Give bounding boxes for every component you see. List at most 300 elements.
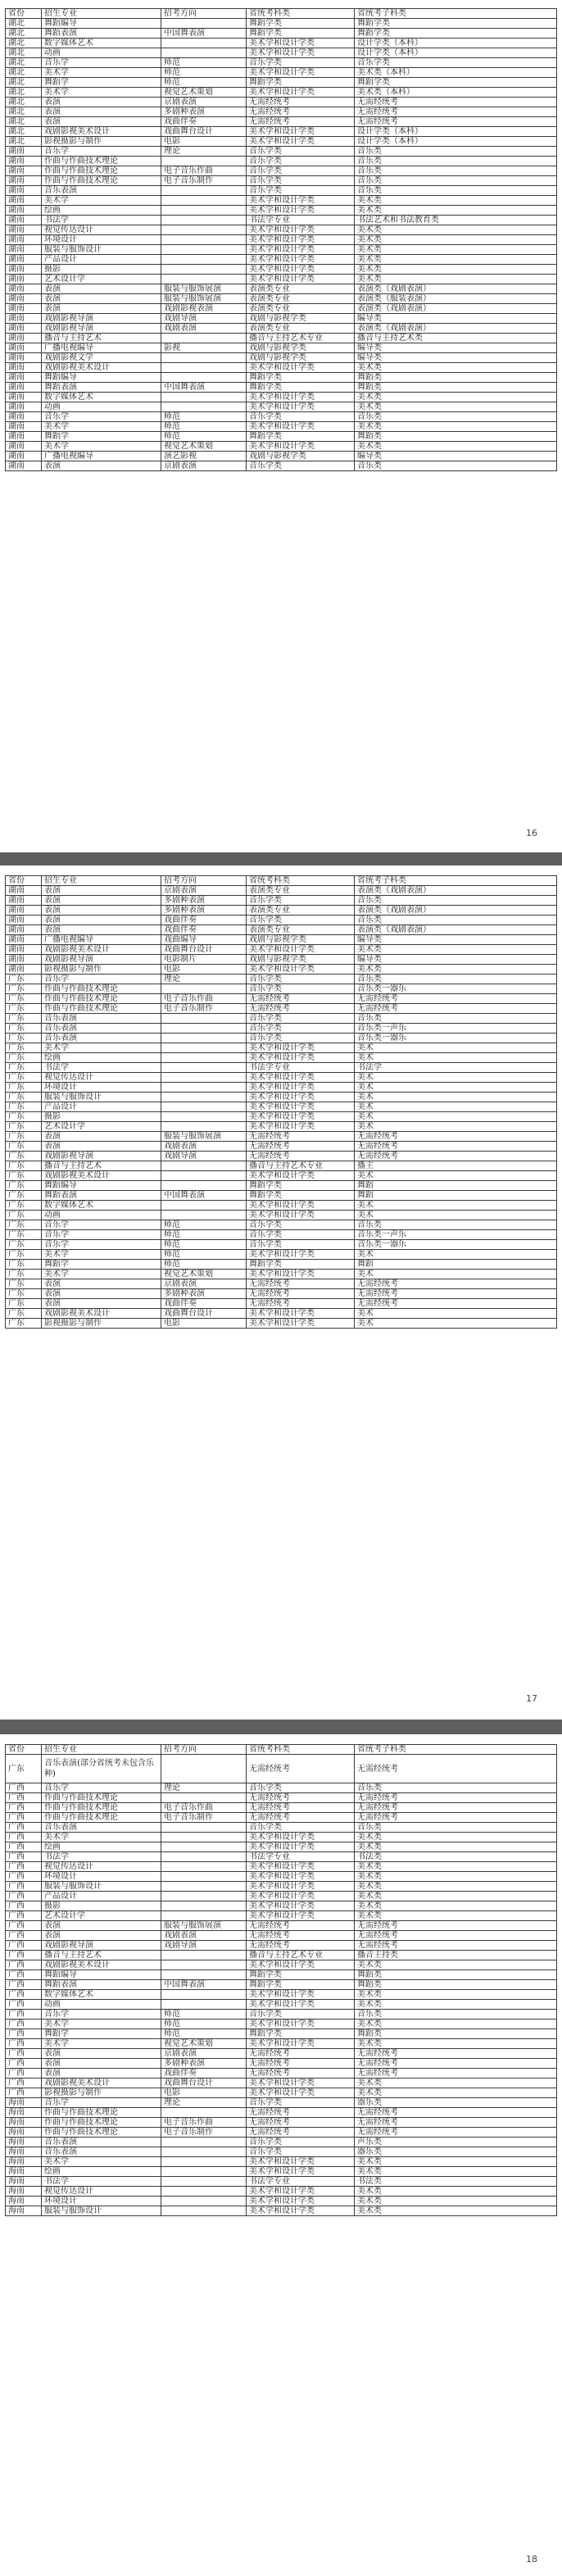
table-cell: 动画 [42,402,161,412]
table-row [6,1220,557,1230]
table-cell: 理论 [161,147,247,157]
table-cell: 美术学 [42,1043,161,1053]
table-cell: 湖南 [6,422,42,432]
table-row [6,225,557,235]
table-cell: 广东 [6,1073,42,1083]
table-cell: 音乐学 [42,147,161,157]
header-cell: 省统考科类 [247,1745,355,1755]
table-cell: 师范 [161,1230,247,1240]
table-cell: 表演 [42,107,161,117]
table-cell: 数字媒体艺术 [42,393,161,402]
table-cell: 美术学和设计学类 [247,1171,355,1181]
table-cell: 戏曲伴奏 [161,117,247,127]
table-cell: 音乐类一声乐 [355,1230,557,1240]
table-row [6,137,557,147]
table-cell: 电影 [161,137,247,147]
table-cell: 设计学类（本科） [355,127,557,137]
table-cell: 影视摄影与制作 [42,2088,161,2098]
table-cell: 美术学和设计学类 [247,1990,355,2000]
table-cell: 广西 [6,1951,42,1960]
table-cell [161,275,247,284]
table-row [6,58,557,68]
table-cell: 无需经统考 [247,1289,355,1299]
table-cell: 美术学和设计学类 [247,2157,355,2167]
table-row [6,1823,557,1833]
table-cell: 作曲与作曲技术理论 [42,166,161,176]
table-cell [161,1990,247,2000]
table-cell: 广西 [6,2059,42,2069]
header-cell: 省统考子科类 [355,876,557,886]
table-cell: 书法学专业 [247,216,355,225]
table-cell: 表演 [42,2069,161,2079]
table-cell: 器乐类 [355,2098,557,2108]
table-cell: 作曲与作曲技术理论 [42,1793,161,1803]
table-cell [161,1833,247,1842]
table-cell: 师范 [161,78,247,88]
table-row [6,2088,557,2098]
table-row [6,1004,557,1014]
table-cell: 美术学和设计学类 [247,1842,355,1852]
table-cell: 播音与主持艺术 [42,334,161,343]
table-cell [161,48,247,58]
table-cell: 电影 [161,2088,247,2098]
table-cell: 音乐表演 [42,1823,161,1833]
table-row [6,1990,557,2000]
table-cell: 舞蹈学类 [247,1260,355,1270]
table-row [6,2069,557,2079]
table-cell: 理论 [161,1783,247,1793]
table-cell: 湖南 [6,265,42,275]
table-cell: 湖南 [6,886,42,896]
table-cell: 湖北 [6,58,42,68]
table-cell: 表演 [42,896,161,906]
table-cell: 无需经统考 [355,1132,557,1142]
table-cell: 音乐学类 [247,412,355,422]
table-cell: 广东 [6,1034,42,1043]
table-cell: 美术类 [355,402,557,412]
table-cell: 音乐类 [355,186,557,196]
table-row [6,1191,557,1201]
table-cell: 美术学 [42,2019,161,2029]
table-cell: 无需经统考 [355,1921,557,1931]
table-cell: 多剧种表演 [161,2059,247,2069]
table-row [6,1931,557,1941]
table-cell: 服装与服饰展演 [161,1132,247,1142]
table-cell: 戏剧影视美术设计 [42,1309,161,1319]
table-cell: 音乐学类 [247,58,355,68]
table-row [6,1093,557,1102]
table-cell: 美术学和设计学类 [247,1201,355,1211]
table-row [6,1941,557,1951]
table-cell: 无需经统考 [247,1941,355,1951]
table-cell: 湖南 [6,965,42,975]
table-cell: 戏剧表演 [161,1931,247,1941]
table-cell: 美术 [355,1093,557,1102]
table-cell: 美术类 [355,945,557,955]
table-cell: 师范 [161,1260,247,1270]
table-cell: 湖南 [6,206,42,216]
table-cell: 舞蹈学类 [247,78,355,88]
table-cell: 广西 [6,1892,42,1901]
table-cell: 师范 [161,1220,247,1230]
table-row [6,1171,557,1181]
table-cell: 音乐类 [355,915,557,925]
table-cell: 音乐表演 [42,1024,161,1034]
table-row [6,2079,557,2088]
table-cell [161,353,247,363]
table-row [6,1073,557,1083]
table-cell: 演艺影视 [161,452,247,461]
table-cell: 书法艺术和书法教育类 [355,216,557,225]
table-cell [161,1102,247,1112]
table-row [6,1901,557,1911]
table-cell: 舞蹈类 [355,373,557,383]
table-row [6,19,557,29]
table-cell: 广西 [6,1960,42,1970]
table-cell: 美术 [355,1122,557,1132]
header-cell: 招生专业 [42,1745,161,1755]
table-cell: 美术类 [355,363,557,373]
table-cell: 广东 [6,1142,42,1152]
table-row [6,176,557,186]
table-row [6,363,557,373]
table-cell: 广东 [6,1755,42,1783]
table-cell: 美术学和设计学类 [247,275,355,284]
table-cell: 美术类 [355,2157,557,2167]
table-row [6,402,557,412]
table-cell [161,393,247,402]
table-row [6,432,557,442]
table-cell [161,1211,247,1220]
table-cell: 多剧种表演 [161,107,247,117]
table-cell [161,1901,247,1911]
table-cell: 音乐学类 [355,58,557,68]
table-cell: 戏剧与影视学类 [247,353,355,363]
table-cell: 无需经统考 [247,2059,355,2069]
table-cell: 舞蹈学类 [247,1970,355,1980]
table-cell: 美术学 [42,68,161,78]
table-cell: 音乐类一器乐 [355,1034,557,1043]
table-cell: 美术学和设计学类 [247,2079,355,2088]
table-cell: 音乐学类 [247,157,355,166]
table-cell: 戏曲伴奏 [161,925,247,935]
table-row [6,68,557,78]
table-cell: 美术学和设计学类 [247,1901,355,1911]
table-cell: 广东 [6,1122,42,1132]
header-cell: 招生专业 [42,876,161,886]
table-cell: 美术学和设计学类 [247,1309,355,1319]
table-cell: 视觉传达设计 [42,225,161,235]
table-cell: 表演类专业 [247,294,355,304]
table-row [6,1911,557,1921]
table-cell: 无需经统考 [355,1803,557,1813]
table-cell: 海南 [6,2108,42,2118]
table-cell: 舞蹈学类 [247,373,355,383]
table-cell: 音乐学类 [247,2147,355,2157]
table-row [6,896,557,906]
table-cell: 美术类 [355,2079,557,2088]
table-row [6,1980,557,1990]
table-cell: 播音与主持艺术 [42,1951,161,1960]
table-cell: 美术类 [355,1842,557,1852]
table-row [6,1083,557,1093]
table-row [6,1803,557,1813]
table-row [6,935,557,945]
table-row [6,1270,557,1279]
table-row [6,2147,557,2157]
table-cell: 广西 [6,2088,42,2098]
table-row [6,955,557,965]
table-cell: 广东 [6,1171,42,1181]
table-row [6,2108,557,2118]
table-row [6,2010,557,2019]
table-cell: 无需经统考 [355,2059,557,2069]
table-cell: 无需经统考 [247,98,355,107]
table-cell: 无需经统考 [355,1793,557,1803]
table-cell [161,1892,247,1901]
table-cell: 无需经统考 [247,117,355,127]
table-cell: 湖南 [6,363,42,373]
table-cell: 美术学和设计学类 [247,137,355,147]
table-cell: 动画 [42,2000,161,2010]
table-cell: 美术学和设计学类 [247,2039,355,2049]
table-cell: 表演 [42,1279,161,1289]
table-row [6,1289,557,1299]
table-cell: 美术类 [355,255,557,265]
table-cell: 湖北 [6,78,42,88]
table-cell: 美术类 [355,422,557,432]
table-cell: 表演类（戏剧表演） [355,886,557,896]
table-cell: 舞蹈学类 [355,29,557,39]
table-cell: 广东 [6,1004,42,1014]
table-cell: 书法类 [355,1852,557,1862]
table-row [6,412,557,422]
table-header-row [6,1745,557,1755]
table-cell: 美术 [355,1319,557,1329]
admissions-table [5,8,557,471]
table-row [6,2177,557,2187]
table-cell [161,1823,247,1833]
table-cell: 广播电视编导 [42,935,161,945]
table-cell [161,265,247,275]
table-cell: 戏曲伴奏 [161,915,247,925]
table-cell: 美术类 [355,1990,557,2000]
table-cell: 服装与服饰设计 [42,245,161,255]
table-cell: 无需经统考 [355,2128,557,2138]
table-cell [161,1112,247,1122]
table-cell: 湖南 [6,402,42,412]
table-cell: 无需经统考 [247,2118,355,2128]
table-cell: 播音与主持艺术专业 [247,1161,355,1171]
table-cell: 湖南 [6,383,42,393]
table-cell: 音乐学类 [247,2138,355,2147]
page-number: 16 [526,828,537,838]
table-cell: 表演类（服装表演） [355,294,557,304]
table-cell [161,2167,247,2177]
table-cell: 作曲与作曲技术理论 [42,1813,161,1823]
table-cell: 电子音乐制作 [161,1004,247,1014]
table-row [6,235,557,245]
table-cell: 美术学和设计学类 [247,39,355,48]
table-cell: 美术学和设计学类 [247,265,355,275]
table-cell: 美术学和设计学类 [247,442,355,452]
table-row [6,98,557,107]
table-row [6,2157,557,2167]
table-cell: 湖北 [6,48,42,58]
table-cell: 绘画 [42,2167,161,2177]
table-cell: 多剧种表演 [161,906,247,915]
table-row [6,1053,557,1063]
table-cell: 音乐类 [355,896,557,906]
table-cell: 无需经统考 [355,1813,557,1823]
table-cell: 音乐学类 [247,896,355,906]
table-cell: 电子音乐作曲 [161,1803,247,1813]
header-cell: 省份 [6,876,42,886]
table-row [6,984,557,994]
table-row [6,886,557,896]
table-header-row [6,9,557,19]
table-cell: 湖南 [6,176,42,186]
header-cell: 省份 [6,9,42,19]
table-cell: 音乐学类 [247,1024,355,1034]
table-cell: 播音与主持艺术 [42,1161,161,1171]
table-row [6,1783,557,1793]
table-cell: 表演 [42,2059,161,2069]
table-cell: 舞蹈学类 [247,383,355,393]
page-number: 17 [526,1693,537,1704]
header-cell: 招考方向 [161,9,247,19]
table-row [6,945,557,955]
table-cell: 表演 [42,1931,161,1941]
table-cell: 美术学和设计学类 [247,196,355,206]
table-cell: 中国舞表演 [161,1191,247,1201]
table-cell: 广东 [6,975,42,984]
table-cell: 美术学和设计学类 [247,255,355,265]
table-cell: 无需经统考 [355,2108,557,2118]
header-cell: 省统考子科类 [355,9,557,19]
table-cell: 美术学和设计学类 [247,1102,355,1112]
table-row [6,1882,557,1892]
table-cell: 编导类 [355,452,557,461]
table-row [6,2118,557,2128]
table-row [6,1132,557,1142]
table-cell: 多剧种表演 [161,896,247,906]
table-cell: 广东 [6,1083,42,1093]
table-row [6,1250,557,1260]
table-cell: 美术 [355,1083,557,1093]
table-cell: 无需经统考 [247,1004,355,1014]
table-cell: 湖南 [6,157,42,166]
table-cell: 湖南 [6,452,42,461]
table-cell: 表演类专业 [247,304,355,314]
table-cell: 音乐学类 [247,1230,355,1240]
table-row [6,334,557,343]
table-cell: 数字媒体艺术 [42,1201,161,1211]
table-cell: 音乐类 [355,157,557,166]
table-cell: 美术学和设计学类 [247,1093,355,1102]
table-cell: 美术学和设计学类 [247,422,355,432]
table-cell: 舞蹈学 [42,1260,161,1270]
table-cell: 音乐类 [355,461,557,471]
table-cell: 美术类 [355,196,557,206]
table-cell: 艺术设计学 [42,1122,161,1132]
table-cell: 美术 [355,1102,557,1112]
table-cell: 舞蹈类 [355,432,557,442]
table-row [6,88,557,98]
table-row [6,343,557,353]
table-row [6,1299,557,1309]
table-row [6,324,557,334]
table-cell: 无需经统考 [355,107,557,117]
table-row [6,196,557,206]
table-cell: 表演 [42,1299,161,1309]
table-cell: 音乐学类 [247,1240,355,1250]
table-cell: 表演类（戏剧表演） [355,925,557,935]
table-cell: 音乐学类 [247,1823,355,1833]
table-cell: 无需经统考 [247,107,355,117]
table-cell: 师范 [161,422,247,432]
table-cell: 海南 [6,2157,42,2167]
table-cell: 书法学专业 [247,1852,355,1862]
table-row [6,2128,557,2138]
table-cell: 作曲与作曲技术理论 [42,157,161,166]
table-cell: 师范 [161,432,247,442]
table-cell: 湖南 [6,324,42,334]
table-cell: 服装与服饰设计 [42,1882,161,1892]
table-cell: 师范 [161,2029,247,2039]
table-cell: 产品设计 [42,255,161,265]
table-cell: 无需经统考 [355,994,557,1004]
table-cell: 广西 [6,2069,42,2079]
table-cell: 音乐类 [355,975,557,984]
table-cell: 无需经统考 [355,1755,557,1783]
table-cell: 湖南 [6,945,42,955]
table-row [6,1201,557,1211]
table-row [6,2138,557,2147]
table-cell: 表演 [42,925,161,935]
table-row [6,1102,557,1112]
table-cell: 广东 [6,1220,42,1230]
table-cell: 无需经统考 [355,1279,557,1289]
table-cell: 美术类 [355,245,557,255]
table-cell: 戏曲舞台设计 [161,2079,247,2088]
table-cell: 湖北 [6,107,42,117]
table-cell: 无需经统考 [247,1755,355,1783]
table-cell: 美术学和设计学类 [247,235,355,245]
table-cell: 师范 [161,58,247,68]
table-row [6,1034,557,1043]
table-cell: 广东 [6,1211,42,1220]
table-cell: 无需经统考 [247,2049,355,2059]
table-cell: 编导类 [355,314,557,324]
table-cell: 美术学和设计学类 [247,2206,355,2216]
table-cell: 环境设计 [42,1083,161,1093]
table-cell: 美术学和设计学类 [247,2088,355,2098]
table-cell: 舞蹈 [355,1181,557,1191]
table-cell [161,1073,247,1083]
table-cell: 舞蹈类 [355,383,557,393]
table-cell: 音乐表演(部分省统考未包含乐种) [42,1755,161,1783]
table-cell: 表演 [42,2049,161,2059]
table-cell: 广东 [6,994,42,1004]
table-row [6,216,557,225]
table-cell: 电影 [161,1319,247,1329]
table-cell: 美术类 [355,2039,557,2049]
table-cell: 舞蹈 [355,1191,557,1201]
table-cell: 作曲与作曲技术理论 [42,984,161,994]
table-cell [161,235,247,245]
table-cell: 湖北 [6,117,42,127]
